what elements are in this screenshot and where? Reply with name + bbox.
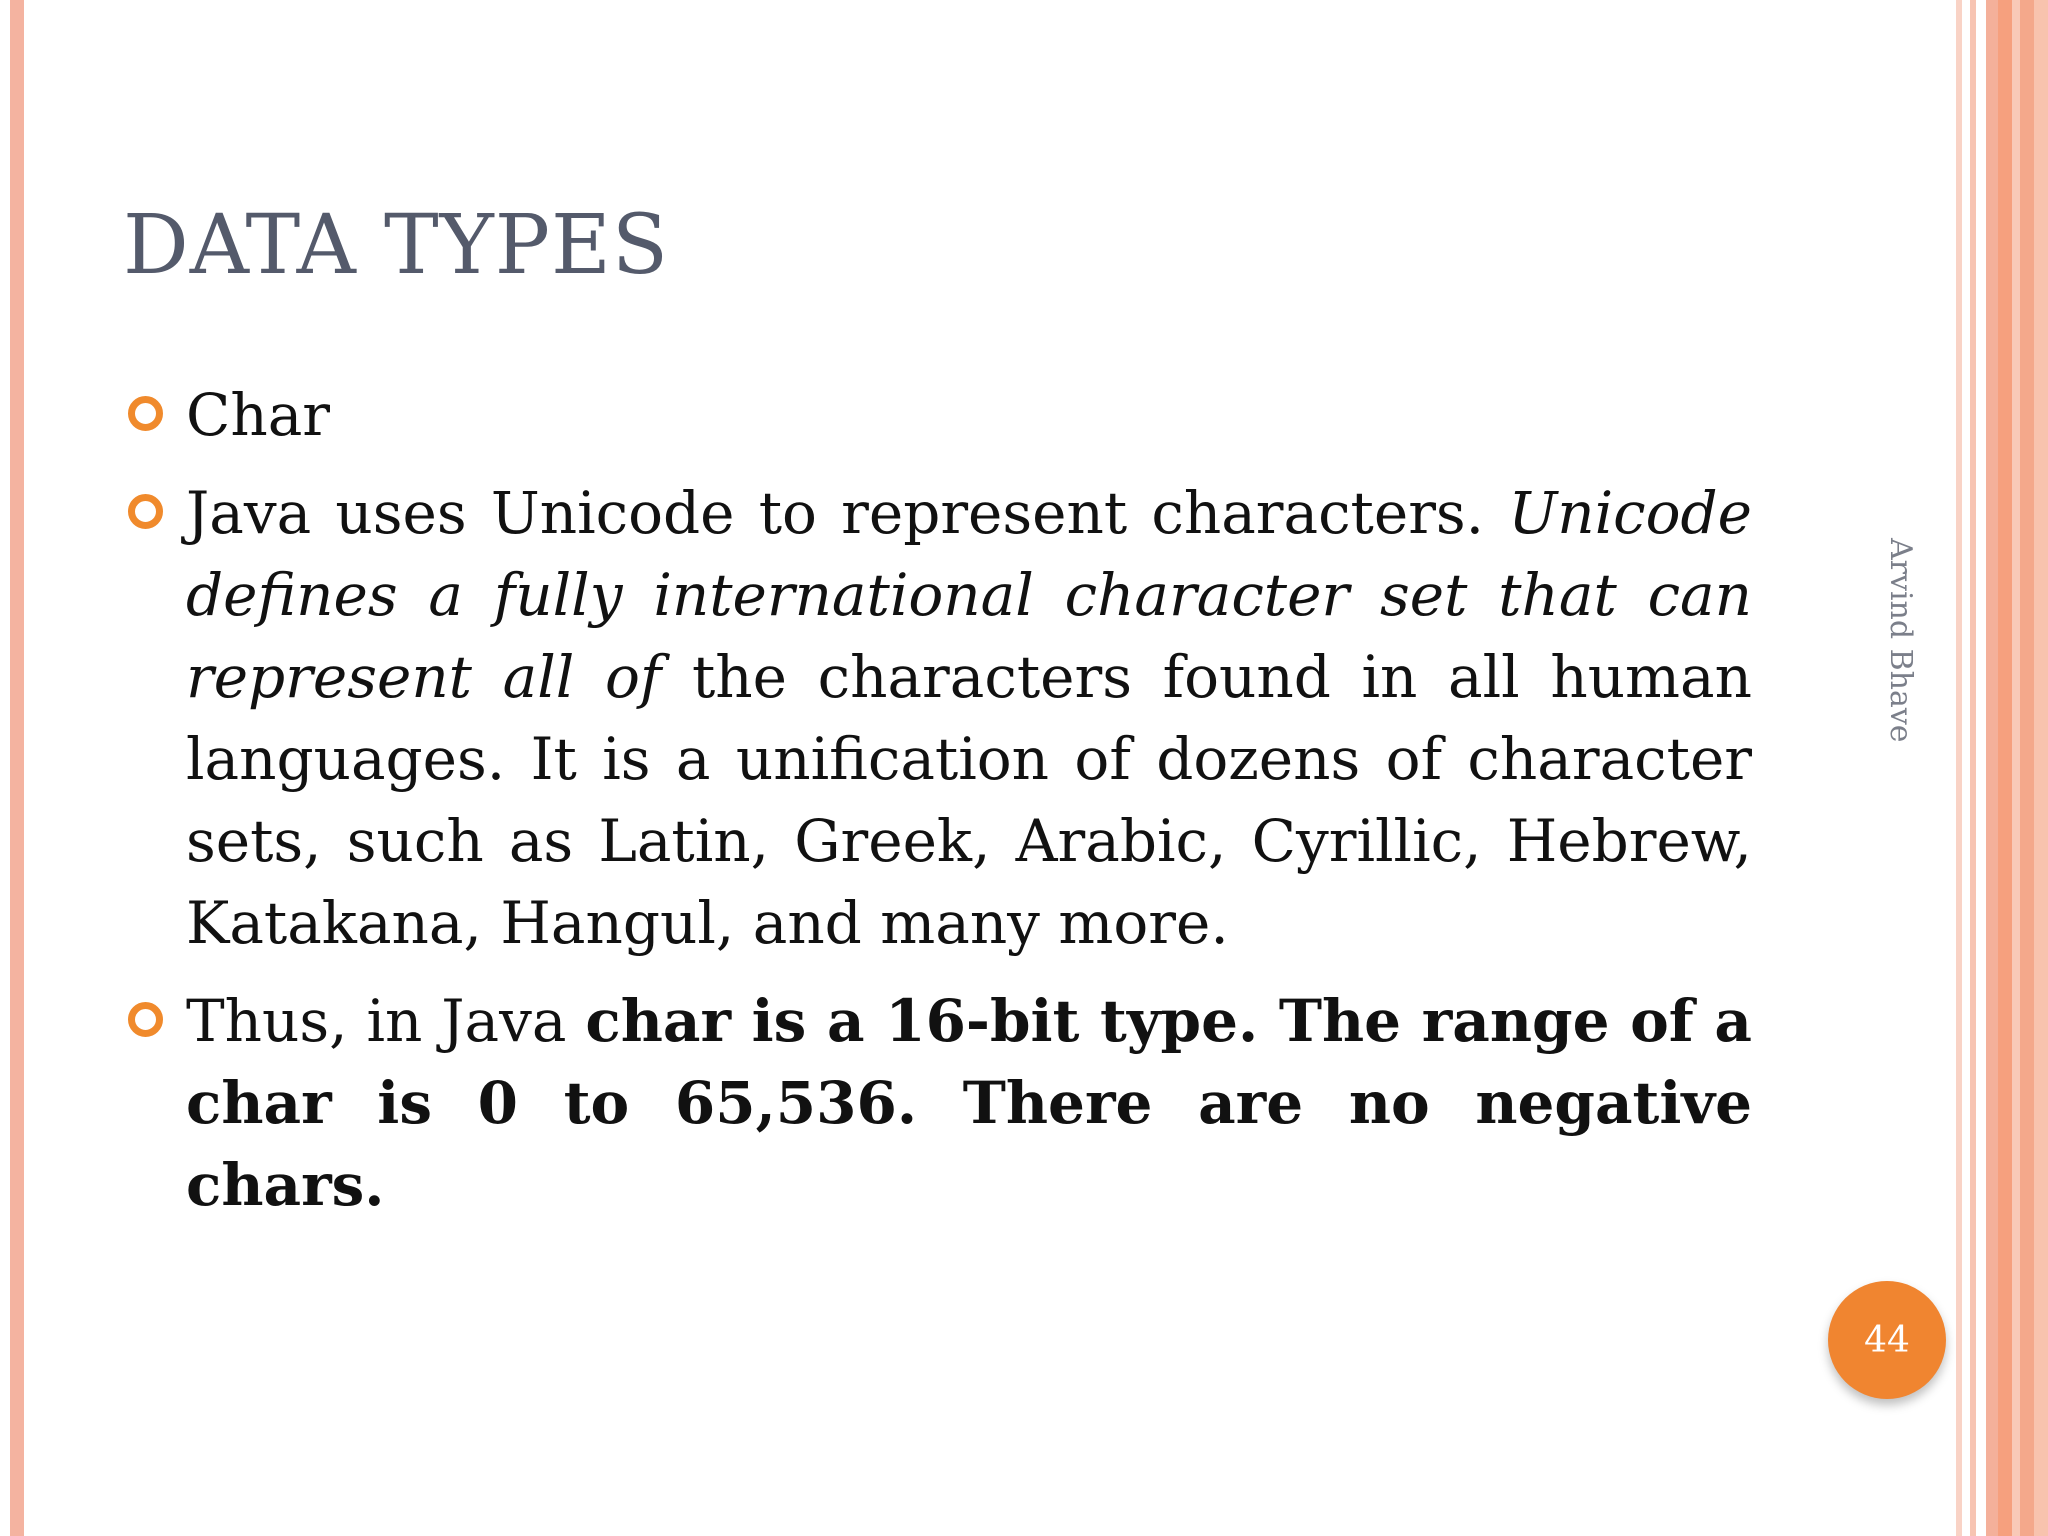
bullet-circle-icon bbox=[128, 1002, 163, 1037]
bullet-item-char bbox=[128, 374, 1752, 456]
bullet-circle-icon bbox=[128, 396, 163, 431]
left-border-stripe bbox=[10, 0, 24, 1536]
text-run: Java uses Unicode to represent characters. bbox=[186, 479, 1509, 547]
bullet-text bbox=[186, 987, 1752, 1219]
text-run: Char bbox=[186, 381, 331, 449]
bullet-text bbox=[186, 479, 1752, 957]
text-run: the characters found in all human languages. It is a unification of dozens of character sets, such as Latin, Greek, Arabic, Cyrillic, Hebrew, Katakana, Hangul, and many more. bbox=[186, 643, 1752, 957]
bullet-item-unicode bbox=[128, 472, 1752, 964]
bullet-item-char-range bbox=[128, 980, 1752, 1226]
right-decorative-stripes bbox=[1956, 0, 2048, 1536]
bullet-circle-icon bbox=[128, 494, 163, 529]
text-run-italic: Unicode defines a fully international character set that can represent all of bbox=[186, 479, 1752, 711]
slide-title: DATA TYPES bbox=[123, 198, 670, 293]
page-number-badge: 44 bbox=[1828, 1281, 1946, 1399]
bullet-text bbox=[186, 381, 330, 449]
author-name: Arvind Bhave bbox=[1883, 538, 1918, 743]
text-run: Thus, in Java bbox=[186, 987, 586, 1055]
bullet-list bbox=[128, 374, 1752, 1242]
text-run-bold: char is a 16-bit type. The range of a char is 0 to 65,536. There are no negative chars. bbox=[186, 987, 1752, 1219]
